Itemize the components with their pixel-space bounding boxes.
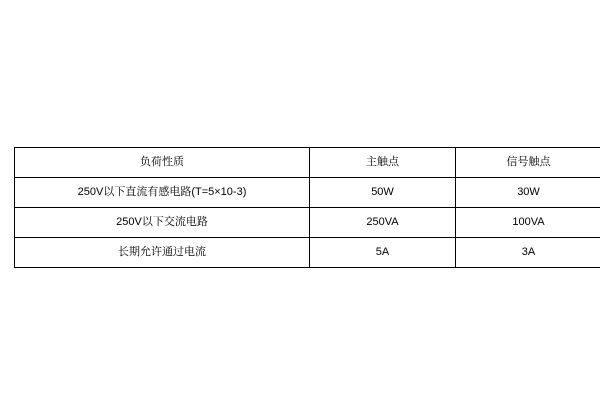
table-header-cell-signal-contact: 信号触点	[456, 148, 600, 178]
table-cell-signal-contact: 30W	[456, 178, 600, 208]
contact-rating-table	[14, 147, 600, 268]
table-cell-main-contact: 250VA	[310, 208, 456, 238]
table-cell-load-type: 250V以下直流有感电路(T=5×10-3)	[15, 178, 310, 208]
table-row	[15, 238, 600, 268]
table-row	[15, 208, 600, 238]
table-header-row	[15, 148, 600, 178]
table-row	[15, 178, 600, 208]
table-cell-main-contact: 50W	[310, 178, 456, 208]
table-cell-main-contact: 5A	[310, 238, 456, 268]
table-cell-signal-contact: 3A	[456, 238, 600, 268]
table-cell-load-type: 250V以下交流电路	[15, 208, 310, 238]
table-header-cell-main-contact: 主触点	[310, 148, 456, 178]
table-cell-signal-contact: 100VA	[456, 208, 600, 238]
table-cell-load-type: 长期允许通过电流	[15, 238, 310, 268]
spec-table-container	[14, 147, 586, 268]
table-header-cell-load-type: 负荷性质	[15, 148, 310, 178]
